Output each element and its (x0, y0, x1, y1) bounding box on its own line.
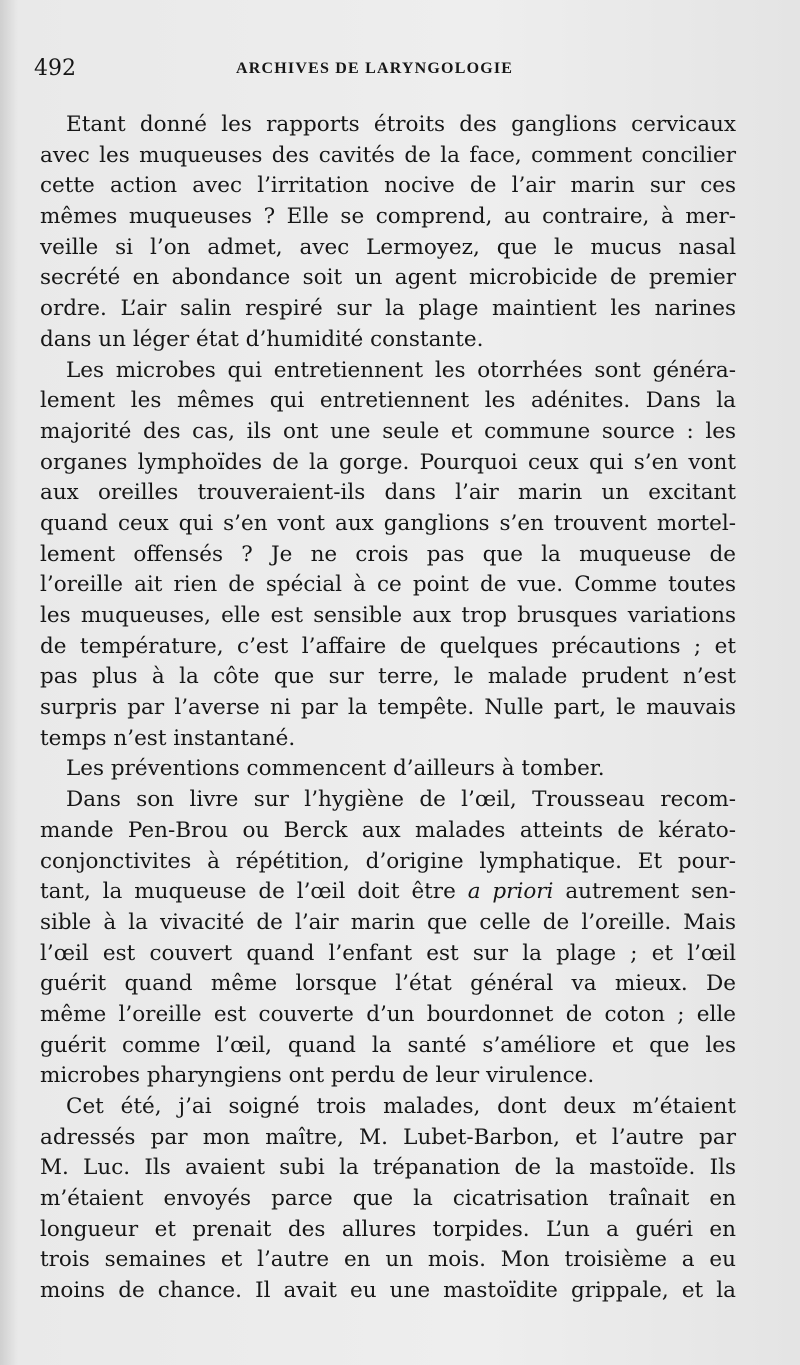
running-head: ARCHIVES DE LARYNGOLOGIE (236, 60, 514, 77)
text-line: veille si l’on admet, avec Lermoyez, que le mucus nasal (40, 234, 736, 260)
text-line: avec les muqueuses des cavités de la face, comment concilier (40, 142, 736, 168)
text-line: Les microbes qui entretiennent les otorrhées sont généra- (66, 357, 736, 383)
text-line: trois semaines et l’autre en un mois. Mon troisième a eu (40, 1247, 736, 1273)
text-line: secrété en abondance soit un agent microbicide de premier (40, 265, 736, 291)
paragraph (40, 356, 736, 755)
page-header (34, 56, 760, 86)
text-line: dans un léger état d’humidité constante. (40, 326, 484, 352)
text-line: Dans son livre sur l’hygiène de l’œil, Trousseau recom- (66, 787, 736, 813)
text-line: mande Pen-Brou ou Berck aux malades atteints de kérato- (40, 817, 736, 843)
text-line: microbes pharyngiens ont perdu de leur virulence. (40, 1063, 595, 1089)
text-line: Les préventions commencent d’ailleurs à tomber. (66, 756, 605, 782)
text-line: mêmes muqueuses ? Elle se comprend, au contraire, à mer- (40, 204, 736, 230)
text-line: cette action avec l’irritation nocive de l’air marin sur ces (40, 173, 736, 199)
text-line: lement offensés ? Je ne crois pas que la muqueuse de (40, 541, 736, 567)
paragraph (40, 785, 736, 1092)
text-line: tant, la muqueuse de l’œil doit être a priori autrement sen- (40, 879, 736, 905)
text-line: guérit quand même lorsque l’état général va mieux. De (40, 971, 736, 997)
text-line: pas plus à la côte que sur terre, le malade prudent n’est (40, 664, 736, 690)
paragraph (40, 754, 736, 785)
text-line: l’oreille ait rien de spécial à ce point de vue. Comme toutes (40, 572, 736, 598)
paragraph (40, 1092, 736, 1307)
text-line: les muqueuses, elle est sensible aux trop brusques variations (40, 603, 736, 628)
text-line: conjonctivites à répétition, d’origine lymphatique. Et pour- (40, 848, 736, 874)
text-line: ordre. L’air salin respiré sur la plage maintient les narines (40, 296, 736, 322)
text-line: l’œil est couvert quand l’enfant est sur la plage ; et l’œil (40, 940, 736, 966)
text-line: organes lymphoïdes de la gorge. Pourquoi ceux qui s’en vont (40, 449, 736, 475)
text-line: M. Luc. Ils avaient subi la trépanation de la mastoïde. Ils (40, 1155, 736, 1181)
text-line: Etant donné les rapports étroits des ganglions cervicaux (66, 112, 736, 137)
text-line: longueur et prenait des allures torpides. L’un a guéri en (40, 1216, 736, 1242)
text-line: adressés par mon maître, M. Lubet-Barbon, et l’autre par (40, 1124, 736, 1150)
text-line: quand ceux qui s’en vont aux ganglions s’en trouvent mortel- (40, 510, 736, 536)
text-line: Cet été, j’ai soigné trois malades, dont deux m’étaient (66, 1094, 736, 1119)
page-number: 492 (34, 56, 76, 81)
text-line: majorité des cas, ils ont une seule et commune source : les (40, 418, 736, 444)
text-line: moins de chance. Il avait eu une mastoïdite grippale, et la (40, 1278, 736, 1304)
text-line: surpris par l’averse ni par la tempête. Nulle part, le mauvais (40, 695, 736, 721)
text-line: m’étaient envoyés parce que la cicatrisation traînait en (40, 1186, 736, 1212)
text-line: de température, c’est l’affaire de quelques précautions ; et (40, 633, 736, 659)
text-line: même l’oreille est couverte d’un bourdonnet de coton ; elle (40, 1001, 736, 1027)
paragraph (40, 110, 736, 356)
text-line: lement les mêmes qui entretiennent les adénites. Dans la (40, 388, 736, 414)
body-text (40, 110, 736, 1307)
text-line: aux oreilles trouveraient-ils dans l’air marin un excitant (40, 480, 736, 506)
text-line: temps n’est instantané. (40, 725, 296, 751)
text-line: guérit comme l’œil, quand la santé s’améliore et que les (40, 1032, 736, 1058)
text-line: sible à la vivacité de l’air marin que celle de l’oreille. Mais (40, 909, 736, 935)
